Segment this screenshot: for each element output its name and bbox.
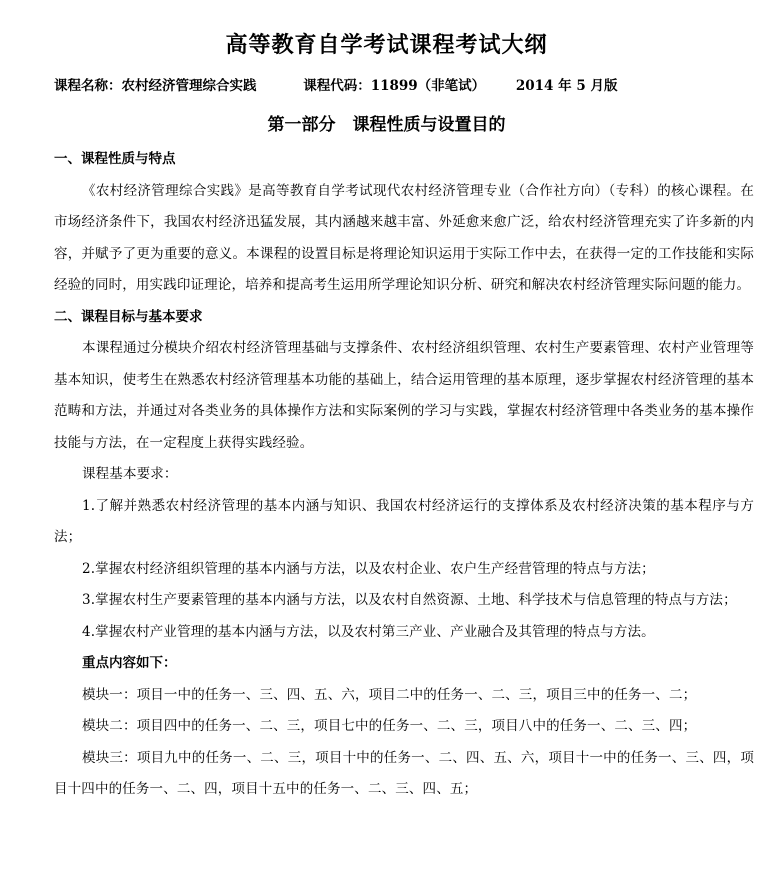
section2-paragraph: 本课程通过分模块介绍农村经济管理基础与支撑条件、农村经济组织管理、农村生产要素管理、农村产业管理等基本知识，使考生在熟悉农村经济管理基本功能的基础上，结合运用管理的基本原理，逐步掌握农村经济管理的基本范畴和方法，并通过对各类业务的具体操作方法和实际案例的学习与实践，掌握农村经济管理中各类业务的基本操作技能与方法，在一定程度上获得实践经验。 [54, 340, 754, 451]
requirement-item: 3.掌握农村生产要素管理的基本内涵与方法，以及农村自然资源、土地、科学技术与信息管理的特点与方法； [82, 592, 737, 608]
course-name: 课程名称：农村经济管理综合实践 [54, 78, 257, 94]
section1-heading: 一、课程性质与特点 [54, 151, 176, 167]
edition: 2014 年 5 月版 [515, 78, 618, 94]
course-meta-line [54, 74, 617, 94]
requirement-item: 2.掌握农村经济组织管理的基本内涵与方法，以及农村企业、农户生产经营管理的特点与方法； [82, 560, 655, 577]
document-title: 高等教育自学考试课程考试大纲 [225, 32, 548, 58]
module-item: 模块三：项目九中的任务一、二、三，项目十中的任务一、二、四、五、六，项目十一中的任务一、三、四，项目十四中的任务一、二、四，项目十五中的任务一、二、三、四、五； [54, 749, 754, 797]
module-item: 模块一：项目一中的任务一、三、四、五、六，项目二中的任务一、二、三，项目三中的任务一、二； [82, 686, 697, 703]
requirements-label: 课程基本要求： [82, 466, 178, 482]
requirement-item: 1.了解并熟悉农村经济管理的基本内涵与知识、我国农村经济运行的支撑体系及农村经济决策的基本程序与方法； [54, 497, 754, 545]
course-code: 课程代码：11899（非笔试） [303, 78, 486, 94]
key-content-label: 重点内容如下： [82, 655, 177, 671]
document-body [54, 144, 754, 806]
module-item: 模块二：项目四中的任务一、二、三，项目七中的任务一、二、三，项目八中的任务一、二、三、四； [82, 718, 697, 734]
requirement-item: 4.掌握农村产业管理的基本内涵与方法，以及农村第三产业、产业融合及其管理的特点与方法。 [82, 623, 655, 640]
section2-heading: 二、课程目标与基本要求 [54, 308, 203, 325]
part-title: 第一部分 课程性质与设置目的 [267, 115, 506, 135]
section1-paragraph: 《农村经济管理综合实践》是高等教育自学考试现代农村经济管理专业（合作社方向）（专科）的核心课程。在市场经济条件下，我国农村经济迅猛发展，其内涵越来越丰富、外延愈来愈广泛，给农村经济管理充实了许多新的内容，并赋予了更为重要的意义。本课程的设置目标是将理论知识运用于实际工作中去，在获得一定的工作技能和实际经验的同时，用实践印证理论，培养和提高考生运用所学理论知识分析、研究和解决农村经济管理实际问题的能力。 [54, 182, 754, 293]
